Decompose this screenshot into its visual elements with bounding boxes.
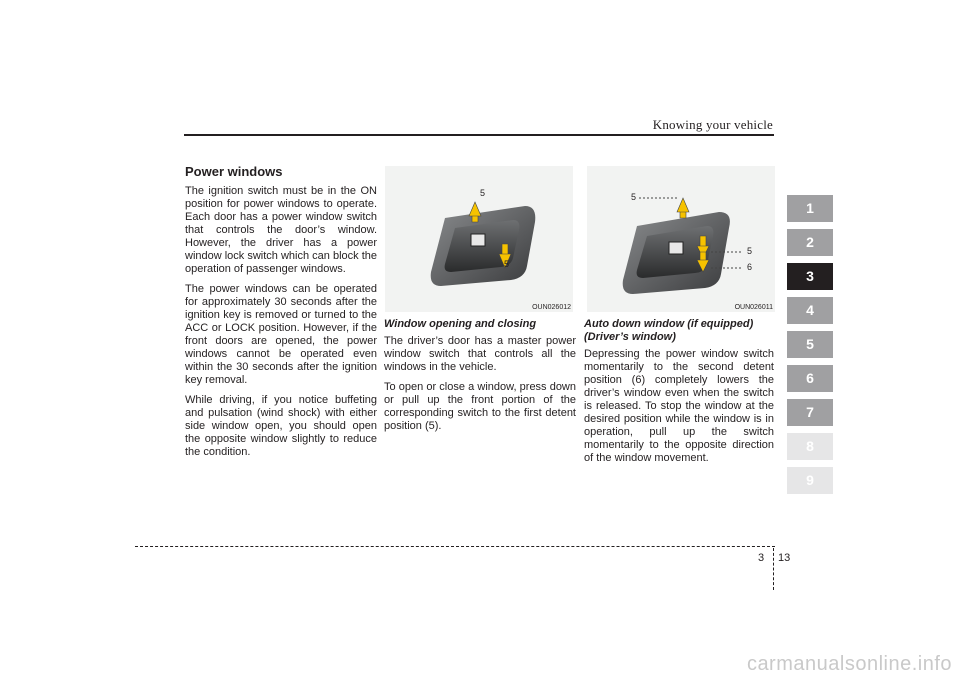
window-switch-figure-2	[587, 166, 775, 312]
paragraph: The ignition switch must be in the ON position for power windows to operate. Each door has a power window switch that controls the door’s window. However, the driver has a power window lock switch which can block the operation of passenger windows.	[185, 185, 377, 275]
auto-down-window-section	[584, 318, 774, 472]
chapter-number: 3	[758, 552, 765, 564]
auto-down-switch-illustration	[587, 166, 775, 312]
window-icon	[669, 242, 683, 254]
watermark: carmanualsonline.info	[746, 653, 952, 675]
running-header: Knowing your vehicle	[652, 117, 773, 132]
chapter-tab-7[interactable]: 7	[787, 399, 833, 426]
chapter-tab-8[interactable]: 8	[787, 433, 833, 460]
callout-6-down: 6	[747, 262, 753, 272]
window-icon	[471, 234, 485, 246]
chapter-tab-5[interactable]: 5	[787, 331, 833, 358]
chapter-tab-2[interactable]: 2	[787, 229, 833, 256]
page-number-divider	[773, 548, 774, 590]
paragraph: The driver’s door has a master power window switch that controls all the windows in the vehicle.	[384, 335, 576, 373]
chapter-tab-3[interactable]: 3	[787, 263, 833, 290]
window-switch-figure-1	[385, 166, 573, 312]
chapter-tab-4[interactable]: 4	[787, 297, 833, 324]
page-number: 13	[778, 552, 791, 564]
paragraph: To open or close a window, press down or pull up the front portion of the corresponding switch to the first detent position (5).	[384, 381, 576, 432]
paragraph: Depressing the power window switch momentarily to the second detent position (6) completely lowers the driver’s window even when the switch is released. To stop the window at the desired position while the window is in operation, pull up the switch momentarily to the opposite direction of the window movement.	[584, 348, 774, 464]
header-rule	[184, 134, 774, 136]
paragraph: While driving, if you notice buffeting and pulsation (wind shock) with either side window open, you should open the opposite window slightly to reduce the condition.	[185, 394, 377, 458]
callout-5-up: 5	[631, 192, 637, 202]
power-windows-section	[185, 165, 377, 466]
callout-5-down: 5	[747, 246, 753, 256]
callout-5-up: 5	[480, 188, 486, 198]
figure-code: OUN026012	[532, 304, 571, 311]
chapter-tab-9[interactable]: 9	[787, 467, 833, 494]
subsection-title: Window opening and closing	[384, 318, 537, 330]
window-opening-closing-section	[384, 318, 576, 440]
section-title: Power windows	[185, 164, 283, 179]
figure-code: OUN026011	[734, 304, 773, 311]
chapter-tab-1[interactable]: 1	[787, 195, 833, 222]
chapter-tabs	[787, 195, 833, 501]
arrow-up-icon	[677, 198, 689, 218]
subsection-title: Auto down window (if equipped) (Driver’s window)	[584, 318, 754, 343]
paragraph: The power windows can be operated for approximately 30 seconds after the ignition key is removed or turned to the ACC or LOCK position. However, if the front doors are opened, the power windows cannot be operated even within the 30 seconds after the ignition key removal.	[185, 283, 377, 386]
window-switch-illustration	[385, 166, 573, 312]
footer-rule	[135, 546, 775, 547]
callout-5-down: 5	[504, 259, 510, 269]
chapter-tab-6[interactable]: 6	[787, 365, 833, 392]
